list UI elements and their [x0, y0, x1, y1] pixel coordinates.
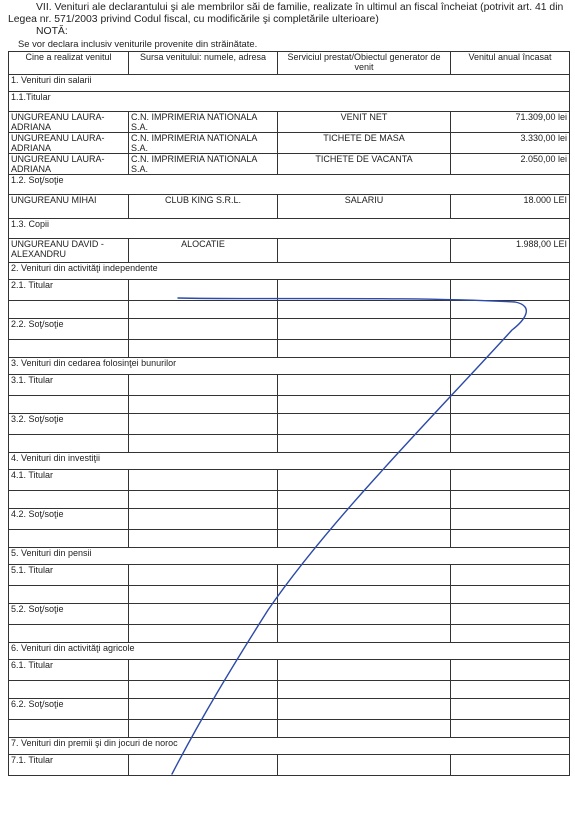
empty-cell — [451, 586, 570, 604]
income-table — [8, 51, 570, 776]
subsection-label: 2.2. Soţ/soţie — [9, 319, 129, 340]
empty-cell — [129, 301, 278, 319]
subsection-label: 3.1. Titular — [9, 375, 129, 396]
empty-cell — [9, 435, 129, 453]
empty-cell — [451, 375, 570, 396]
empty-cell — [129, 491, 278, 509]
empty-cell — [278, 396, 451, 414]
cell-service: SALARIU — [278, 195, 451, 219]
subsection-label: 6.1. Titular — [9, 660, 129, 681]
subsection-label: 5.2. Soţ/soţie — [9, 604, 129, 625]
table-row — [9, 133, 570, 154]
cell-amount: 3.330,00 lei — [451, 133, 570, 154]
empty-cell — [451, 565, 570, 586]
cell-source: ALOCATIE — [129, 239, 278, 263]
subsection-label: 7.1. Titular — [9, 755, 129, 776]
section-label: 1. Venituri din salarii — [9, 75, 570, 92]
empty-cell — [9, 586, 129, 604]
table-row — [9, 280, 570, 301]
subsection-label: 2.1. Titular — [9, 280, 129, 301]
empty-cell — [278, 604, 451, 625]
table-row — [9, 414, 570, 435]
empty-cell — [278, 586, 451, 604]
table-row — [9, 340, 570, 358]
empty-cell — [451, 720, 570, 738]
table-row — [9, 681, 570, 699]
empty-cell — [278, 565, 451, 586]
table-row — [9, 491, 570, 509]
subsection-label: 5.1. Titular — [9, 565, 129, 586]
cell-source: C.N. IMPRIMERIA NATIONALA S.A. — [129, 154, 278, 175]
empty-cell — [451, 470, 570, 491]
empty-cell — [278, 660, 451, 681]
table-row — [9, 435, 570, 453]
empty-cell — [451, 625, 570, 643]
empty-cell — [9, 625, 129, 643]
table-row — [9, 375, 570, 396]
nota-label: NOTĂ: — [36, 26, 68, 37]
col-header-source: Sursa venitului: numele, adresa — [129, 52, 278, 75]
empty-cell — [129, 414, 278, 435]
table-row — [9, 699, 570, 720]
empty-cell — [278, 681, 451, 699]
section-label: 3. Venituri din cedarea folosinţei bunurilor — [9, 358, 570, 375]
table-row — [9, 509, 570, 530]
table-row — [9, 530, 570, 548]
empty-cell — [9, 720, 129, 738]
section-row — [9, 643, 570, 660]
empty-cell — [278, 699, 451, 720]
table-row — [9, 660, 570, 681]
cell-service — [278, 239, 451, 263]
cell-who: UNGUREANU LAURA-ADRIANA — [9, 133, 129, 154]
empty-cell — [451, 340, 570, 358]
empty-cell — [129, 435, 278, 453]
cell-who: UNGUREANU DAVID - ALEXANDRU — [9, 239, 129, 263]
empty-cell — [9, 530, 129, 548]
table-row — [9, 319, 570, 340]
empty-cell — [278, 340, 451, 358]
empty-cell — [451, 280, 570, 301]
empty-cell — [451, 755, 570, 776]
cell-service: TICHETE DE MASA — [278, 133, 451, 154]
empty-cell — [9, 340, 129, 358]
empty-cell — [278, 280, 451, 301]
section-label: 7. Venituri din premii şi din jocuri de noroc — [9, 738, 570, 755]
col-header-who: Cine a realizat venitul — [9, 52, 129, 75]
empty-cell — [278, 301, 451, 319]
subsection-label: 3.2. Soţ/soţie — [9, 414, 129, 435]
empty-cell — [278, 375, 451, 396]
col-header-amount: Venitul anual încasat — [451, 52, 570, 75]
cell-service: VENIT NET — [278, 112, 451, 133]
subsection-row — [9, 175, 570, 195]
empty-cell — [451, 660, 570, 681]
cell-source: CLUB KING S.R.L. — [129, 195, 278, 219]
cell-amount: 18.000 LEI — [451, 195, 570, 219]
empty-cell — [451, 699, 570, 720]
empty-cell — [129, 720, 278, 738]
cell-source: C.N. IMPRIMERIA NATIONALA S.A. — [129, 133, 278, 154]
table-row — [9, 755, 570, 776]
empty-cell — [451, 681, 570, 699]
empty-cell — [451, 414, 570, 435]
table-row — [9, 195, 570, 219]
subsection-row — [9, 92, 570, 112]
empty-cell — [129, 755, 278, 776]
table-row — [9, 239, 570, 263]
empty-cell — [278, 470, 451, 491]
table-header-row — [9, 52, 570, 75]
section-title: VII. Venituri ale declarantului şi ale membrilor săi de familie, realizate în ultimul an fiscal încheiat (potrivit art. 41 din Legea nr. 571/2003 privind Codul fiscal, cu modificările şi completările ulterioare) — [8, 2, 564, 25]
empty-cell — [278, 509, 451, 530]
section-row — [9, 548, 570, 565]
section-label: 2. Venituri din activităţi independente — [9, 263, 570, 280]
empty-cell — [451, 319, 570, 340]
empty-cell — [129, 319, 278, 340]
subsection-label: 6.2. Soţ/soţie — [9, 699, 129, 720]
section-label: 6. Venituri din activităţi agricole — [9, 643, 570, 660]
cell-who: UNGUREANU MIHAI — [9, 195, 129, 219]
empty-cell — [451, 491, 570, 509]
empty-cell — [129, 660, 278, 681]
empty-cell — [129, 470, 278, 491]
empty-cell — [9, 491, 129, 509]
section-label: 5. Venituri din pensii — [9, 548, 570, 565]
empty-cell — [278, 435, 451, 453]
empty-cell — [129, 530, 278, 548]
empty-cell — [278, 319, 451, 340]
nota-text: Se vor declara inclusiv veniturile provenite din străinătate. — [18, 38, 258, 49]
empty-cell — [451, 604, 570, 625]
empty-cell — [129, 280, 278, 301]
table-row — [9, 720, 570, 738]
section-row — [9, 358, 570, 375]
empty-cell — [9, 301, 129, 319]
empty-cell — [278, 414, 451, 435]
subsection-label: 4.1. Titular — [9, 470, 129, 491]
section-header — [8, 2, 568, 50]
empty-cell — [451, 396, 570, 414]
table-row — [9, 604, 570, 625]
subsection-row — [9, 219, 570, 239]
cell-amount: 2.050,00 lei — [451, 154, 570, 175]
empty-cell — [451, 435, 570, 453]
section-row — [9, 263, 570, 280]
section-label: 4. Venituri din investiţii — [9, 453, 570, 470]
table-row — [9, 586, 570, 604]
subsection-label: 1.3. Copii — [9, 219, 570, 239]
table-row — [9, 112, 570, 133]
empty-cell — [278, 720, 451, 738]
table-row — [9, 565, 570, 586]
empty-cell — [9, 681, 129, 699]
empty-cell — [278, 491, 451, 509]
empty-cell — [451, 509, 570, 530]
cell-who: UNGUREANU LAURA-ADRIANA — [9, 154, 129, 175]
empty-cell — [129, 586, 278, 604]
cell-service: TICHETE DE VACANTA — [278, 154, 451, 175]
empty-cell — [129, 604, 278, 625]
section-row — [9, 738, 570, 755]
empty-cell — [129, 565, 278, 586]
subsection-label: 1.1.Titular — [9, 92, 570, 112]
empty-cell — [9, 396, 129, 414]
empty-cell — [451, 301, 570, 319]
empty-cell — [129, 396, 278, 414]
cell-amount: 71.309,00 lei — [451, 112, 570, 133]
section-row — [9, 453, 570, 470]
table-row — [9, 396, 570, 414]
empty-cell — [129, 699, 278, 720]
cell-who: UNGUREANU LAURA-ADRIANA — [9, 112, 129, 133]
empty-cell — [129, 681, 278, 699]
subsection-label: 4.2. Soţ/soţie — [9, 509, 129, 530]
empty-cell — [278, 755, 451, 776]
col-header-service: Serviciul prestat/Obiectul generator de venit — [278, 52, 451, 75]
subsection-label: 1.2. Soţ/soţie — [9, 175, 570, 195]
cell-amount: 1.988,00 LEI — [451, 239, 570, 263]
table-row — [9, 301, 570, 319]
empty-cell — [129, 509, 278, 530]
table-row — [9, 470, 570, 491]
empty-cell — [278, 530, 451, 548]
section-row — [9, 75, 570, 92]
empty-cell — [278, 625, 451, 643]
empty-cell — [129, 340, 278, 358]
empty-cell — [129, 375, 278, 396]
table-row — [9, 625, 570, 643]
empty-cell — [451, 530, 570, 548]
empty-cell — [129, 625, 278, 643]
cell-source: C.N. IMPRIMERIA NATIONALA S.A. — [129, 112, 278, 133]
table-row — [9, 154, 570, 175]
